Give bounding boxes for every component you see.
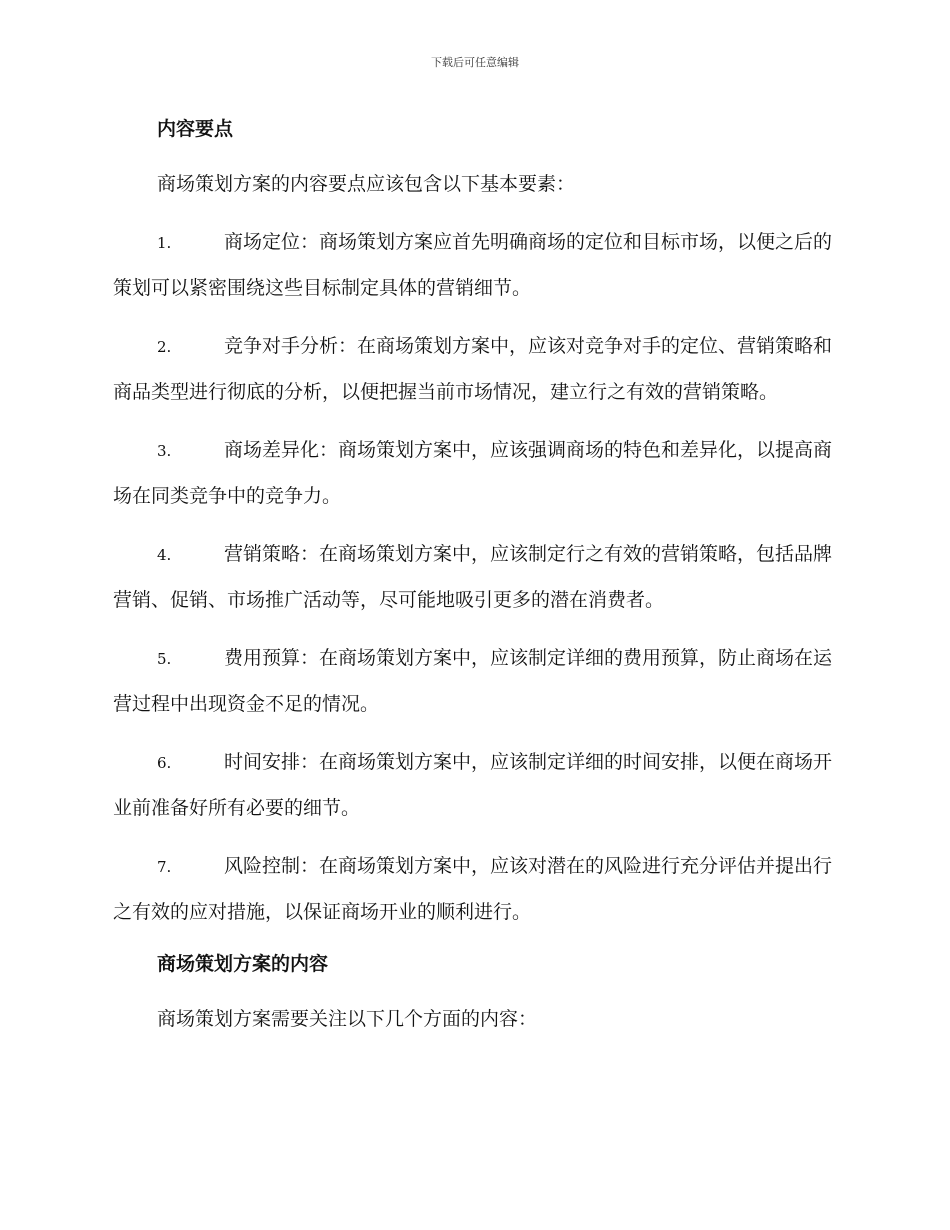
list-item-text: 风险控制：在商场策划方案中，应该对潜在的风险进行充分评估并提出行之有效的应对措施，以保证商场开业的顺利进行。 [113,855,833,923]
key-points-list [113,220,835,935]
list-item-text: 营销策略：在商场策划方案中，应该制定行之有效的营销策略，包括品牌营销、促销、市场推广活动等，尽可能地吸引更多的潜在消费者。 [113,543,833,611]
list-item-number: 5. [157,650,172,668]
list-item-text: 费用预算：在商场策划方案中，应该制定详细的费用预算，防止商场在运营过程中出现资金不足的情况。 [113,647,833,715]
section-intro-paragraph: 商场策划方案的内容要点应该包含以下基本要素： [157,173,576,195]
list-item-number: 7. [157,858,172,876]
page-header: 下载后可任意编辑 [431,56,519,69]
list-item [113,532,835,623]
list-item-number: 2. [157,338,172,356]
section-intro-paragraph: 商场策划方案需要关注以下几个方面的内容： [157,1008,538,1030]
list-item-text: 商场差异化：商场策划方案中，应该强调商场的特色和差异化，以提高商场在同类竞争中的竞争力。 [113,439,833,507]
list-item-number: 1. [157,234,172,252]
list-item [113,324,835,415]
list-item-text: 竞争对手分析：在商场策划方案中，应该对竞争对手的定位、营销策略和商品类型进行彻底的分析，以便把握当前市场情况，建立行之有效的营销策略。 [113,335,833,403]
document-body [113,112,835,1042]
list-item-number: 3. [157,442,172,460]
section-heading-plan-contents: 商场策划方案的内容 [157,953,329,975]
list-item [113,740,835,831]
list-item-text: 商场定位：商场策划方案应首先明确商场的定位和目标市场，以便之后的策划可以紧密围绕这些目标制定具体的营销细节。 [113,231,833,299]
list-item-number: 4. [157,546,172,564]
list-item-text: 时间安排：在商场策划方案中，应该制定详细的时间安排，以便在商场开业前准备好所有必要的细节。 [113,751,833,819]
list-item [113,220,835,311]
list-item [113,636,835,727]
list-item [113,844,835,935]
list-item [113,428,835,519]
list-item-number: 6. [157,754,172,772]
section-heading-key-points: 内容要点 [157,118,234,140]
